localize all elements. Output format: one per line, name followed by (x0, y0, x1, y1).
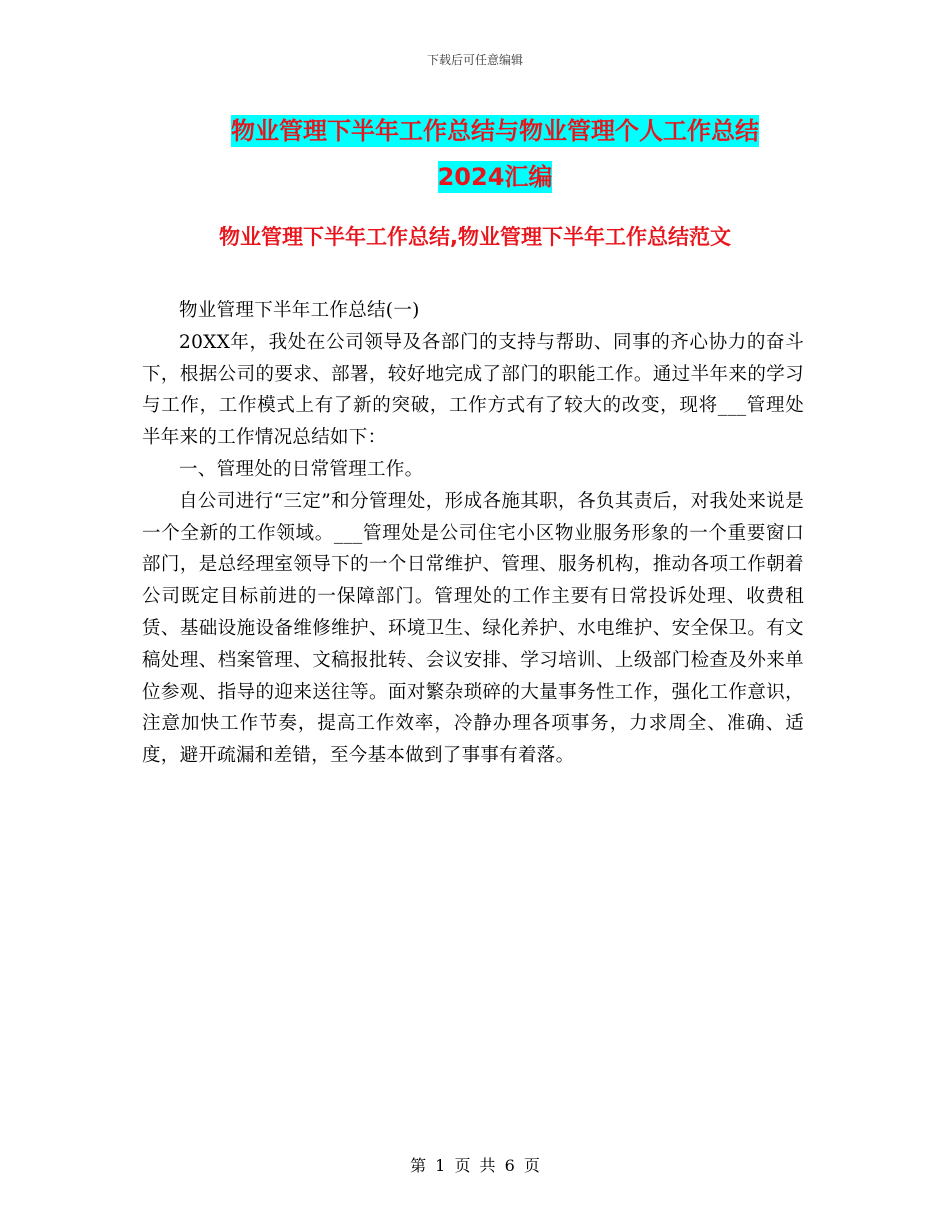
page-number: 第 1 页 共 6 页 (410, 1156, 540, 1175)
document-title (140, 108, 850, 200)
document-subtitle: 物业管理下半年工作总结,物业管理下半年工作总结范文 (219, 225, 731, 249)
section-heading: 物业管理下半年工作总结(一) (179, 300, 420, 321)
section-heading: 一、管理处的日常管理工作。 (179, 458, 424, 480)
document-body (142, 295, 804, 772)
document-title-line2: 2024汇编 (437, 163, 553, 191)
body-paragraph: 20XX年，我处在公司领导及各部门的支持与帮助、同事的齐心协力的奋斗下，根据公司的要求、部署，较好地完成了部门的职能工作。通过半年来的学习与工作，工作模式上有了新的突破，工作方式有了较大的改变，现将___管理处半年来的工作情况总结如下： (142, 331, 804, 449)
page-header-note: 下载后可任意编辑 (426, 53, 523, 67)
body-paragraph: 自公司进行“三定”和分管理处，形成各施其职，各负其责后，对我处来说是一个全新的工作领域。___管理处是公司住宅小区物业服务形象的一个重要窗口部门，是总经理室领导下的一个日常维护、管理、服务机构，推动各项工作朝着公司既定目标前进的一保障部门。管理处的工作主要有日常投诉处理、收费租赁、基础设施设备维修维护、环境卫生、绿化养护、水电维护、安全保卫。有文稿处理、档案管理、文稿报批转、会议安排、学习培训、上级部门检查及外来单位参观、指导的迎来送往等。面对繁杂琐碎的大量事务性工作，强化工作意识，注意加快工作节奏，提高工作效率，冷静办理各项事务，力求周全、准确、适度，避开疏漏和差错，至今基本做到了事事有着落。 (142, 490, 804, 767)
document-title-line1: 物业管理下半年工作总结与物业管理个人工作总结 (231, 117, 759, 145)
